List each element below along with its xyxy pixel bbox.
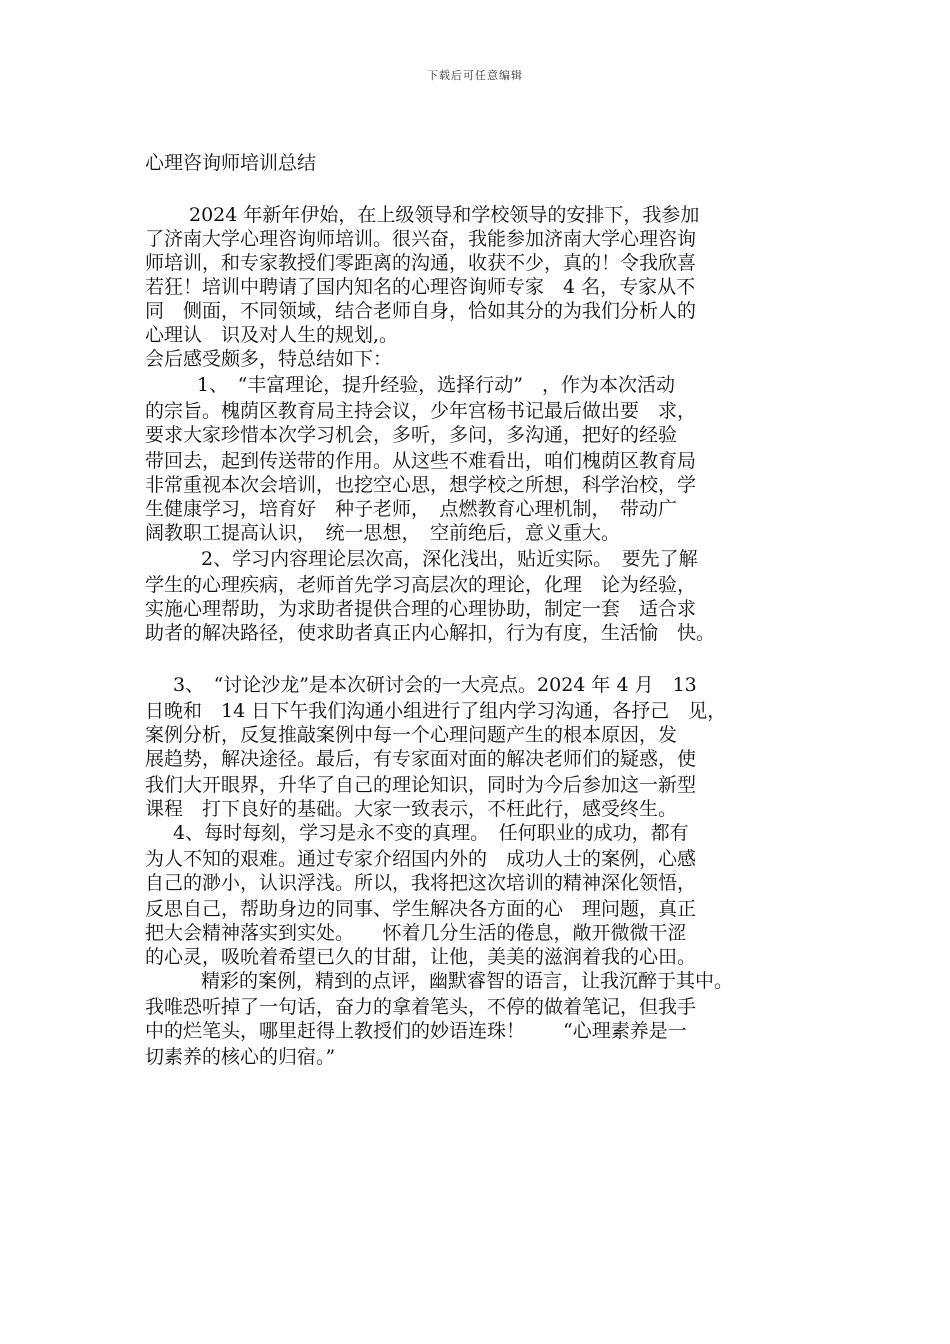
body-line: 若狂！培训中聘请了国内知名的心理咨询师专家 4 名，专家从不 bbox=[145, 276, 696, 298]
body-line: 助者的解决路径，使求助者真正内心解扣，行为有度，生活愉 快。 bbox=[145, 622, 716, 644]
body-line: 生健康学习，培育好 种子老师， 点燃教育心理机制， 带动广 bbox=[145, 498, 678, 520]
body-line: 精彩的案例，精到的点评，幽默睿智的语言，让我沉醉于其中。 bbox=[201, 970, 734, 992]
body-line: 日晚和 14 日下午我们沟通小组进行了组内学习沟通，各抒己 见， bbox=[145, 700, 727, 722]
body-line: 带回去，起到传送带的作用。从这些不难看出，咱们槐荫区教育局 bbox=[145, 450, 697, 472]
body-line: 2、学习内容理论层次高，深化浅出，贴近实际。 要先了解 bbox=[201, 548, 698, 570]
body-line: 非常重视本次会培训，也挖空心思，想学校之所想，科学治校，学 bbox=[145, 474, 697, 496]
body-line: 4、每时每刻，学习是永不变的真理。 任何职业的成功，都有 bbox=[173, 822, 689, 844]
body-line: 2024 年新年伊始，在上级领导和学校领导的安排下，我参加 bbox=[189, 204, 700, 226]
body-line: 要求大家珍惜本次学习机会，多听，多问，多沟通，把好的经验 bbox=[145, 424, 678, 446]
body-line: 展趋势，解决途径。最后，有专家面对面的解决老师们的疑惑，使 bbox=[145, 748, 697, 770]
header-note: 下载后可任意编辑 bbox=[427, 69, 523, 82]
body-line: 会后感受颇多，特总结如下： bbox=[145, 348, 393, 370]
body-line: 反思自己，帮助身边的同事、学生解决各方面的心 理问题，真正 bbox=[145, 898, 697, 920]
body-line: 3、 “讨论沙龙”是本次研讨会的一大亮点。2024 年 4 月 13 bbox=[173, 674, 697, 696]
body-line: 中的烂笔头，哪里赶得上教授们的妙语连珠！ “心理素养是一 bbox=[145, 1020, 687, 1042]
body-line: 的心灵，吸吮着希望已久的甘甜，让他，美美的滋润着我的心田。 bbox=[145, 946, 697, 968]
body-line: 实施心理帮助，为求助者提供合理的心理协助，制定一套 适合求 bbox=[145, 598, 697, 620]
body-line: 切素养的核心的归宿。” bbox=[145, 1046, 336, 1068]
body-line: 为人不知的艰难。通过专家介绍国内外的 成功人士的案例，心感 bbox=[145, 848, 697, 870]
body-line: 心理认 识及对人生的规划,。 bbox=[145, 324, 399, 346]
body-line: 了济南大学心理咨询师培训。很兴奋，我能参加济南大学心理咨询 bbox=[145, 228, 697, 250]
body-line: 阔教职工提高认识， 统一思想， 空前绝后，意义重大。 bbox=[145, 522, 621, 544]
body-line: 课程 打下良好的基础。大家一致表示，不枉此行，感受终生。 bbox=[145, 798, 678, 820]
body-line: 案例分析，反复推敲案例中每一个心理问题产生的根本原因，发 bbox=[145, 724, 678, 746]
body-line: 把大会精神落实到实处。 怀着几分生活的倦息，敞开微微干涩 bbox=[145, 922, 687, 944]
body-line: 1、 “丰富理论，提升经验，选择行动” ，作为本次活动 bbox=[197, 374, 676, 396]
body-line: 学生的心理疾病，老师首先学习高层次的理论，化理 论为经验， bbox=[145, 574, 697, 596]
body-line: 我们大开眼界，升华了自己的理论知识，同时为今后参加这一新型 bbox=[145, 774, 697, 796]
body-line: 我唯恐听掉了一句话，奋力的拿着笔头，不停的做着笔记，但我手 bbox=[145, 996, 697, 1018]
body-line: 同 侧面，不同领域，结合老师自身，恰如其分的为我们分析人的 bbox=[145, 300, 697, 322]
body-line: 自己的渺小，认识浮浅。所以，我将把这次培训的精神深化领悟， bbox=[145, 872, 697, 894]
body-line: 的宗旨。槐荫区教育局主持会议，少年宫杨书记最后做出要 求， bbox=[145, 400, 697, 422]
body-line: 师培训，和专家教授们零距离的沟通，收获不少，真的！令我欣喜 bbox=[145, 252, 697, 274]
document-title: 心理咨询师培训总结 bbox=[145, 152, 317, 174]
